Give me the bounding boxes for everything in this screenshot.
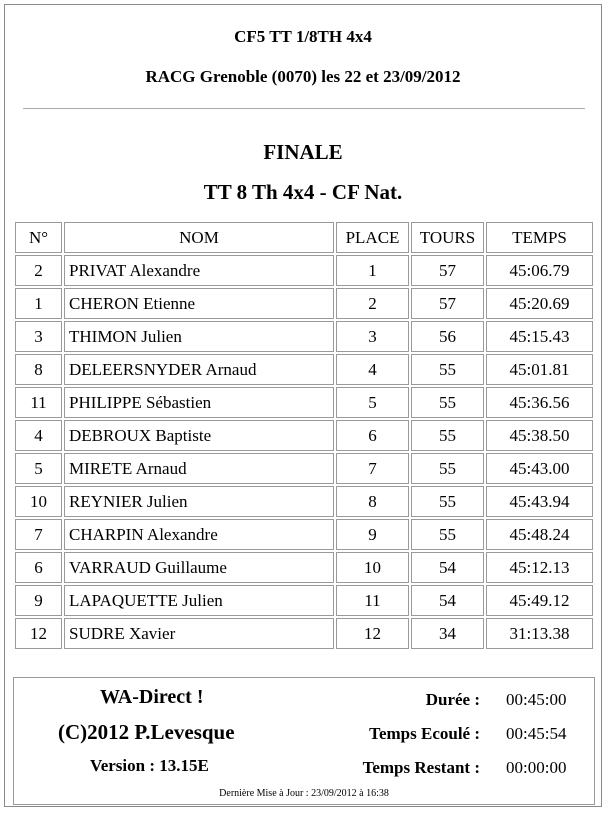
cell-laps: 55: [411, 420, 484, 451]
cell-place: 5: [336, 387, 409, 418]
table-row: [15, 618, 593, 649]
cell-laps: 54: [411, 585, 484, 616]
cell-time: 45:36.56: [486, 387, 593, 418]
cell-number: 12: [15, 618, 62, 649]
cell-laps: 54: [411, 552, 484, 583]
cell-place: 3: [336, 321, 409, 352]
cell-place: 6: [336, 420, 409, 451]
col-header-laps: TOURS: [411, 222, 484, 253]
cell-time: 45:06.79: [486, 255, 593, 286]
table-row: [15, 420, 593, 451]
cell-number: 7: [15, 519, 62, 550]
cell-name: PHILIPPE Sébastien: [64, 387, 334, 418]
brand-name: WA-Direct !: [100, 686, 204, 708]
cell-time: 45:43.94: [486, 486, 593, 517]
cell-number: 6: [15, 552, 62, 583]
cell-place: 8: [336, 486, 409, 517]
cell-number: 8: [15, 354, 62, 385]
divider: [23, 108, 585, 109]
cell-laps: 57: [411, 288, 484, 319]
table-row: [15, 486, 593, 517]
col-header-time: TEMPS: [486, 222, 593, 253]
cell-number: 10: [15, 486, 62, 517]
table-row: [15, 387, 593, 418]
cell-name: DEBROUX Baptiste: [64, 420, 334, 451]
cell-place: 7: [336, 453, 409, 484]
cell-name: REYNIER Julien: [64, 486, 334, 517]
col-header-place: PLACE: [336, 222, 409, 253]
cell-time: 45:43.00: [486, 453, 593, 484]
col-header-number: N°: [15, 222, 62, 253]
cell-time: 45:12.13: [486, 552, 593, 583]
cell-number: 3: [15, 321, 62, 352]
table-row: [15, 552, 593, 583]
cell-name: CHERON Etienne: [64, 288, 334, 319]
cell-laps: 56: [411, 321, 484, 352]
cell-number: 5: [15, 453, 62, 484]
cell-time: 45:48.24: [486, 519, 593, 550]
cell-laps: 55: [411, 486, 484, 517]
cell-name: PRIVAT Alexandre: [64, 255, 334, 286]
section-title: FINALE: [263, 140, 343, 164]
cell-laps: 34: [411, 618, 484, 649]
cell-laps: 55: [411, 354, 484, 385]
cell-name: CHARPIN Alexandre: [64, 519, 334, 550]
cell-laps: 55: [411, 387, 484, 418]
event-title: CF5 TT 1/8TH 4x4: [234, 27, 372, 46]
cell-name: VARRAUD Guillaume: [64, 552, 334, 583]
elapsed-label: Temps Ecoulé :: [369, 724, 480, 743]
cell-laps: 57: [411, 255, 484, 286]
table-row: [15, 585, 593, 616]
cell-number: 1: [15, 288, 62, 319]
duration-value: 00:45:00: [506, 690, 567, 709]
cell-number: 11: [15, 387, 62, 418]
remaining-value: 00:00:00: [506, 758, 567, 777]
cell-number: 4: [15, 420, 62, 451]
cell-place: 9: [336, 519, 409, 550]
event-venue-date: RACG Grenoble (0070) les 22 et 23/09/2012: [145, 67, 461, 86]
cell-number: 2: [15, 255, 62, 286]
cell-place: 1: [336, 255, 409, 286]
cell-time: 45:38.50: [486, 420, 593, 451]
cell-place: 2: [336, 288, 409, 319]
footer-panel: [13, 677, 595, 805]
table-row: [15, 321, 593, 352]
cell-number: 9: [15, 585, 62, 616]
cell-laps: 55: [411, 519, 484, 550]
table-row: [15, 453, 593, 484]
cell-name: MIRETE Arnaud: [64, 453, 334, 484]
version: Version : 13.15E: [90, 756, 209, 775]
cell-place: 11: [336, 585, 409, 616]
results-page: [4, 4, 602, 807]
table-header-row: [15, 222, 593, 253]
last-update: Dernière Mise à Jour : 23/09/2012 à 16:38: [219, 788, 389, 799]
results-table: [13, 220, 595, 651]
table-row: [15, 255, 593, 286]
cell-time: 45:01.81: [486, 354, 593, 385]
cell-time: 31:13.38: [486, 618, 593, 649]
cell-name: SUDRE Xavier: [64, 618, 334, 649]
cell-place: 4: [336, 354, 409, 385]
cell-time: 45:20.69: [486, 288, 593, 319]
table-row: [15, 519, 593, 550]
elapsed-value: 00:45:54: [506, 724, 567, 743]
cell-place: 10: [336, 552, 409, 583]
cell-time: 45:15.43: [486, 321, 593, 352]
cell-place: 12: [336, 618, 409, 649]
remaining-label: Temps Restant :: [362, 758, 480, 777]
col-header-name: NOM: [64, 222, 334, 253]
cell-laps: 55: [411, 453, 484, 484]
cell-name: LAPAQUETTE Julien: [64, 585, 334, 616]
race-title: TT 8 Th 4x4 - CF Nat.: [203, 180, 403, 204]
table-row: [15, 288, 593, 319]
cell-name: DELEERSNYDER Arnaud: [64, 354, 334, 385]
table-row: [15, 354, 593, 385]
copyright: (C)2012 P.Levesque: [58, 720, 235, 744]
duration-label: Durée :: [425, 690, 480, 709]
cell-name: THIMON Julien: [64, 321, 334, 352]
cell-time: 45:49.12: [486, 585, 593, 616]
